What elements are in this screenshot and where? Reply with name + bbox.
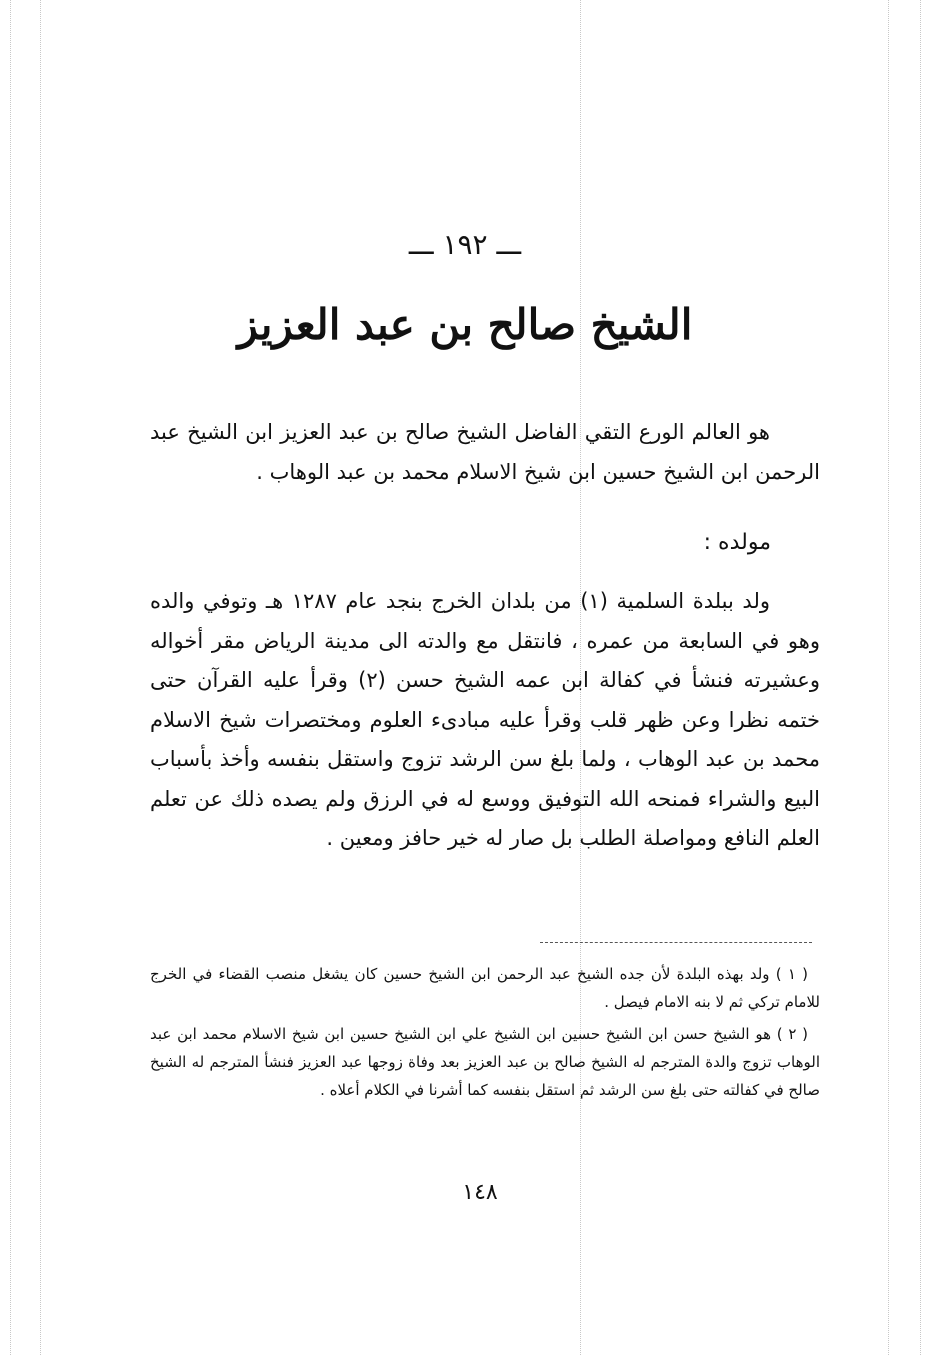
entry-number: ـــ ١٩٢ ـــ [408, 228, 522, 261]
footnote-1: ( ١ ) ولد بهذه البلدة لأن جده الشيخ عبد الرحمن ابن الشيخ حسين كان يشغل منصب القضاء في الخرج للامام تركي ثم لا بنه الامام فيصل . [150, 965, 820, 1011]
page-number: ١٤٨ [462, 1180, 498, 1205]
scan-guide-line [920, 0, 921, 1355]
scan-guide-line [40, 0, 41, 1355]
body-text: ولد ببلدة السلمية (١) من بلدان الخرج بنجد عام ١٢٨٧ هـ وتوفي والده وهو في السابعة من عمره ، فانتقل مع والدته الى مدينة الرياض مقر أخواله وعشيرته فنشأ في كفالة ابن عمه الشيخ حسن (٢) وقرأ عليه القرآن حتى ختمه نظرا وعن ظهر قلب وقرأ عليه مبادىء العلوم ومختصرات شيخ الاسلام محمد بن عبد الوهاب ، ولما بلغ سن الرشد تزوج واستقل بنفسه وأخذ بأسباب البيع والشراء فمنحه الله التوفيق ووسع له في الرزق ولم يصده ذلك عن تعلم العلم النافع ومواصلة الطلب بل صار له خير حافز ومعين . [150, 589, 820, 850]
section-heading: مولده : [703, 530, 771, 555]
footnote-separator [540, 942, 812, 943]
body-paragraph [150, 582, 820, 859]
intro-paragraph [150, 412, 820, 492]
footnote-2: ( ٢ ) هو الشيخ حسن ابن الشيخ حسين ابن الشيخ علي ابن الشيخ حسين ابن شيخ الاسلام محمد ابن عبد الوهاب تزوج والدة المترجم له الشيخ صالح بن عبد العزيز بعد وفاة زوجها عبد العزيز فنشأ المترجم له الشيخ صالح في كفالته حتى بلغ سن الرشد ثم استقل بنفسه كما أشرنا في الكلام أعلاه . [150, 1025, 820, 1099]
scan-guide-line [10, 0, 11, 1355]
scan-guide-line [888, 0, 889, 1355]
intro-text: هو العالم الورع التقي الفاضل الشيخ صالح بن عبد العزيز ابن الشيخ عبد الرحمن ابن الشيخ حسين ابن شيخ الاسلام محمد بن عبد الوهاب . [150, 420, 820, 484]
page-title: الشيخ صالح بن عبد العزيز [237, 300, 693, 349]
footnotes [150, 960, 820, 1108]
